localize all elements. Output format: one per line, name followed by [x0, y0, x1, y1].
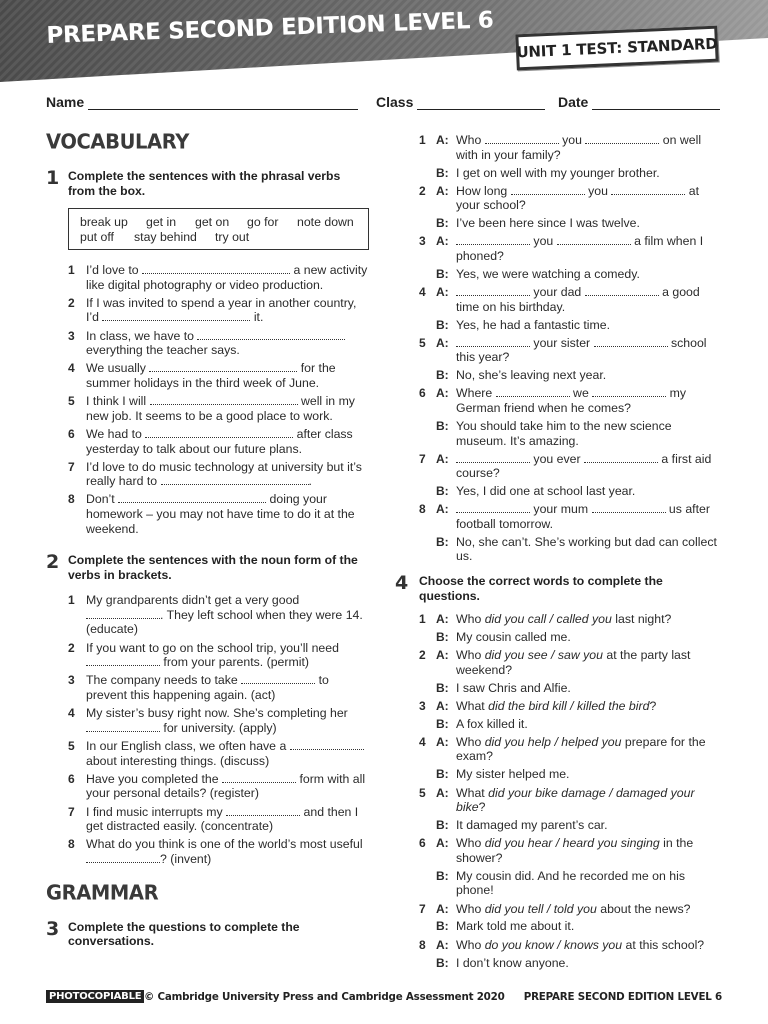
list-item: 3 In class, we have to everything the teacher says.	[46, 329, 368, 358]
dialogue-line-b: B: I get on well with my younger brother.	[436, 165, 660, 180]
speaker-a: A:	[436, 836, 449, 851]
answer-choices[interactable]: did you call / called you	[484, 612, 612, 627]
exercise-2-header	[46, 552, 368, 582]
list-item: 8 What do you think is one of the world’s most useful ? (invent)	[68, 837, 363, 866]
exercise-instruction: Complete the questions to complete the conversations.	[68, 919, 300, 948]
exercise-number: 2	[46, 551, 60, 574]
dialogue-line-a: 4 A: Who did you help / helped you prepare for the exam?	[419, 734, 706, 764]
name-label: Name	[46, 94, 85, 110]
dialogue-item	[419, 502, 722, 564]
dialogue-line-a: 8 A: your mum us after football tomorrow.	[419, 502, 710, 531]
answer-gap[interactable]	[585, 285, 659, 296]
dialogue-line-b: B: I don’t know anyone.	[436, 955, 569, 970]
exercise-2-items	[46, 593, 368, 866]
list-item: 7 I find music interrupts my and then I get distracted easily. (concentrate)	[68, 804, 359, 834]
exercise-4-items	[419, 612, 722, 970]
dialogue-line-b: B: I’ve been here since I was twelve.	[436, 216, 640, 231]
answer-gap[interactable]	[86, 608, 160, 619]
class-label: Class	[376, 94, 414, 110]
speaker-a: A:	[436, 698, 449, 713]
dialogue-item	[419, 452, 722, 499]
speaker-b: B:	[436, 868, 449, 883]
word-box-item: put off	[80, 229, 114, 244]
answer-gap[interactable]	[142, 263, 290, 274]
speaker-a: A:	[436, 335, 449, 350]
answer-gap[interactable]	[511, 184, 585, 195]
list-item: 7 I’d love to do music technology at university but it’s really hard to .	[68, 459, 362, 489]
exercise-instruction: Choose the correct words to complete the questions.	[419, 574, 663, 603]
dialogue-item	[419, 386, 722, 448]
answer-gap[interactable]	[145, 427, 293, 438]
exercise-3-header	[46, 919, 368, 949]
item-number: 4	[419, 285, 426, 300]
dialogue-line-a: 6 A: Where we my German friend when he comes?	[419, 386, 687, 415]
speaker-a: A:	[436, 451, 449, 466]
dialogue-line-a: 1 A: Who did you call / called you last night?	[419, 612, 672, 627]
dialogue-item	[419, 234, 722, 281]
speaker-a: A:	[436, 648, 449, 663]
list-item: 8 Don’t doing your homework – you may not have time to do it at the weekend.	[68, 492, 355, 536]
answer-gap[interactable]	[584, 452, 658, 463]
dialogue-item	[419, 902, 722, 935]
speaker-a: A:	[436, 785, 449, 800]
answer-choices[interactable]: did the bird kill / killed the bird	[488, 698, 650, 713]
photocopiable-badge: PHOTOCOPIABLE	[46, 990, 144, 1003]
answer-choices[interactable]: did you tell / told you	[484, 901, 597, 916]
dialogue-line-a: 5 A: What did your bike damage / damaged your bike?	[419, 785, 695, 815]
speaker-b: B:	[436, 955, 449, 970]
speaker-a: A:	[436, 937, 449, 952]
speaker-b: B:	[436, 216, 449, 231]
right-column	[395, 133, 722, 974]
dialogue-line-a: 2 A: How long you at your school?	[419, 183, 700, 213]
word-box-item: get on	[195, 215, 230, 229]
vocabulary-heading: VOCABULARY	[46, 129, 190, 154]
speaker-a: A:	[436, 133, 449, 147]
speaker-a: A:	[436, 386, 449, 401]
footer-title: PREPARE SECOND EDITION LEVEL 6	[523, 991, 722, 1003]
speaker-a: A:	[436, 285, 449, 300]
list-item: 6 We had to after class yesterday to talk about our future plans.	[68, 426, 353, 456]
dialogue-line-a: 6 A: Who did you hear / heard you singing in the shower?	[419, 836, 694, 865]
word-box-item: note down	[297, 215, 354, 229]
class-field[interactable]	[376, 94, 545, 110]
dialogue-item	[419, 699, 722, 732]
word-box-row	[80, 230, 358, 245]
item-number: 5	[419, 785, 426, 800]
speaker-b: B:	[436, 716, 449, 731]
answer-gap[interactable]	[86, 721, 160, 732]
dialogue-line-b: B: It damaged my parent’s car.	[436, 818, 608, 833]
answer-choices[interactable]: did you hear / heard you singing	[484, 836, 660, 851]
list-item: 2 If I was invited to spend a year in another country, I’d it.	[68, 295, 357, 325]
speaker-b: B:	[436, 484, 449, 499]
dialogue-line-a: 2 A: Who did you see / saw you at the party last weekend?	[419, 648, 691, 677]
date-label: Date	[558, 94, 589, 110]
item-number: 3	[419, 234, 426, 249]
dialogue-item	[419, 836, 722, 898]
dialogue-item	[419, 184, 722, 231]
item-number: 3	[419, 698, 426, 713]
dialogue-line-b: B: My cousin did. And he recorded me on his phone!	[436, 868, 685, 898]
list-item: 2 If you want to go on the school trip, you’ll need from your parents. (permit)	[68, 640, 339, 670]
dialogue-line-a: 5 A: your sister school this year?	[419, 335, 707, 365]
dialogue-line-a: 7 A: Who did you tell / told you about the news?	[419, 901, 691, 916]
item-number: 2	[419, 648, 426, 663]
dialogue-item	[419, 786, 722, 833]
answer-gap[interactable]	[456, 285, 530, 296]
speaker-a: A:	[436, 901, 449, 916]
dialogue-line-a: 8 A: Who do you know / knows you at this school?	[419, 937, 705, 952]
speaker-b: B:	[436, 818, 449, 833]
speaker-b: B:	[436, 680, 449, 695]
dialogue-line-b: B: Yes, we were watching a comedy.	[436, 266, 640, 281]
answer-choices[interactable]: did your bike damage / damaged your bike	[456, 785, 695, 815]
item-number: 8	[419, 937, 426, 952]
item-number: 7	[419, 451, 426, 466]
dialogue-item	[419, 612, 722, 645]
exercise-number: 1	[46, 167, 60, 189]
dialogue-line-a: 3 A: What did the bird kill / killed the bird?	[419, 698, 657, 713]
exercise-4-header	[395, 573, 722, 603]
dialogue-line-b: B: No, she can’t. She’s working but dad can collect us.	[436, 534, 717, 564]
list-item: 4 My sister’s busy right now. She’s completing her for university. (apply)	[68, 706, 348, 735]
dialogue-line-a: 4 A: your dad a good time on his birthday.	[419, 285, 700, 314]
item-number: 5	[419, 335, 426, 350]
answer-gap[interactable]	[161, 474, 309, 485]
grammar-heading: GRAMMAR	[46, 879, 159, 905]
answer-gap[interactable]	[86, 852, 160, 863]
dialogue-line-b: B: A fox killed it.	[436, 716, 528, 731]
dialogue-item	[419, 336, 722, 383]
dialogue-line-b: B: Yes, I did one at school last year.	[436, 484, 636, 499]
dialogue-line-a: 7 A: you ever a first aid course?	[419, 451, 712, 481]
answer-gap[interactable]	[118, 492, 266, 503]
dialogue-line-b: B: You should take him to the new science museum. It’s amazing.	[436, 418, 672, 448]
word-box-item: break up	[80, 215, 128, 229]
list-item: 3 The company needs to take to prevent this happening again. (act)	[68, 673, 329, 702]
item-number: 2	[419, 183, 426, 198]
answer-choices[interactable]: did you see / saw you	[484, 648, 603, 663]
answer-gap[interactable]	[594, 336, 668, 347]
exercise-number: 4	[395, 572, 409, 595]
left-column	[46, 130, 368, 949]
speaker-b: B:	[436, 317, 449, 332]
list-item: 1 I’d love to a new activity like digital photography or video production.	[68, 263, 368, 292]
dialogue-line-a: 1 A: Who you on well with in your family?	[419, 133, 702, 162]
word-box-item: get in	[146, 215, 177, 229]
unit-label: UNIT 1 TEST: STANDARD	[516, 34, 718, 62]
list-item: 1 My grandparents didn’t get a very good . They left school when they were 14. (educate)	[68, 593, 363, 637]
answer-gap[interactable]	[592, 502, 666, 513]
dialogue-item	[419, 938, 722, 971]
speaker-a: A:	[436, 183, 449, 198]
dialogue-line-a: 3 A: you a film when I phoned?	[419, 234, 704, 263]
dialogue-line-b: B: My cousin called me.	[436, 630, 571, 645]
answer-gap[interactable]	[456, 452, 530, 463]
answer-gap[interactable]	[86, 655, 160, 666]
answer-gap[interactable]	[611, 184, 685, 195]
item-number: 6	[419, 836, 426, 851]
dialogue-line-b: B: I saw Chris and Alfie.	[436, 680, 571, 695]
list-item: 6 Have you completed the form with all your personal details? (register)	[68, 771, 366, 801]
answer-gap[interactable]	[592, 386, 666, 397]
answer-gap[interactable]	[241, 673, 315, 684]
dialogue-item	[419, 133, 722, 180]
footer	[46, 990, 722, 1006]
item-number: 1	[419, 133, 426, 147]
page-title: PREPARE SECOND EDITION LEVEL 6	[46, 7, 494, 49]
dialogue-item	[419, 735, 722, 782]
exercise-instruction: Complete the sentences with the phrasal verbs from the box.	[68, 169, 341, 198]
answer-gap[interactable]	[557, 234, 631, 245]
item-number: 4	[419, 734, 426, 749]
speaker-a: A:	[436, 734, 449, 749]
student-fields	[46, 94, 722, 114]
dialogue-line-b: B: Mark told me about it.	[436, 919, 575, 934]
answer-gap[interactable]	[485, 133, 559, 144]
date-field[interactable]	[558, 94, 720, 110]
exercise-instruction: Complete the sentences with the noun form of the verbs in brackets.	[68, 553, 358, 582]
answer-choices[interactable]: did you help / helped you	[484, 734, 622, 749]
word-box-row	[80, 215, 358, 230]
answer-gap[interactable]	[456, 234, 530, 245]
dialogue-line-b: B: No, she’s leaving next year.	[436, 368, 607, 383]
speaker-b: B:	[436, 630, 449, 645]
item-number: 8	[419, 502, 426, 517]
exercise-1-header	[46, 168, 368, 198]
name-line[interactable]	[88, 96, 358, 110]
dialogue-item	[419, 648, 722, 695]
dialogue-item	[419, 285, 722, 332]
item-number: 1	[419, 612, 426, 627]
word-box	[68, 208, 369, 250]
speaker-b: B:	[436, 368, 449, 383]
exercise-1-items	[46, 263, 368, 536]
answer-gap[interactable]	[197, 329, 345, 340]
exercise-3-items	[419, 133, 722, 564]
speaker-b: B:	[436, 919, 449, 934]
item-number: 7	[419, 901, 426, 916]
answer-choices[interactable]: do you know / knows you	[484, 937, 623, 952]
speaker-b: B:	[436, 534, 449, 549]
speaker-b: B:	[436, 418, 449, 433]
speaker-b: B:	[436, 266, 449, 281]
dialogue-line-b: B: Yes, he had a fantastic time.	[436, 317, 611, 332]
list-item: 4 We usually for the summer holidays in the third week of June.	[68, 361, 336, 390]
answer-gap[interactable]	[226, 805, 300, 816]
speaker-b: B:	[436, 767, 449, 782]
answer-gap[interactable]	[222, 772, 296, 783]
speaker-a: A:	[436, 234, 449, 249]
word-box-item: try out	[215, 229, 250, 244]
name-field[interactable]	[46, 94, 358, 110]
class-line[interactable]	[417, 96, 545, 110]
list-item: 5 In our English class, we often have a about interesting things. (discuss)	[46, 739, 368, 768]
speaker-b: B:	[436, 165, 449, 180]
answer-gap[interactable]	[290, 739, 364, 750]
answer-gap[interactable]	[496, 386, 570, 397]
answer-gap[interactable]	[102, 310, 250, 321]
word-box-item: go for	[247, 215, 279, 229]
answer-gap[interactable]	[149, 361, 297, 372]
answer-gap[interactable]	[456, 502, 530, 513]
word-box-item: stay behind	[134, 229, 197, 244]
copyright-text: © Cambridge University Press and Cambridge Assessment 2020	[144, 991, 505, 1003]
answer-gap[interactable]	[456, 336, 530, 347]
answer-gap[interactable]	[150, 394, 298, 405]
list-item: 5 I think I will well in my new job. It seems to be a good place to work.	[68, 394, 355, 423]
exercise-number: 3	[46, 917, 60, 940]
header-band	[0, 0, 768, 82]
speaker-a: A:	[436, 612, 449, 627]
answer-gap[interactable]	[585, 133, 659, 144]
dialogue-line-b: B: My sister helped me.	[436, 767, 570, 782]
date-line[interactable]	[592, 96, 720, 110]
item-number: 6	[419, 386, 426, 401]
speaker-a: A:	[436, 502, 449, 517]
